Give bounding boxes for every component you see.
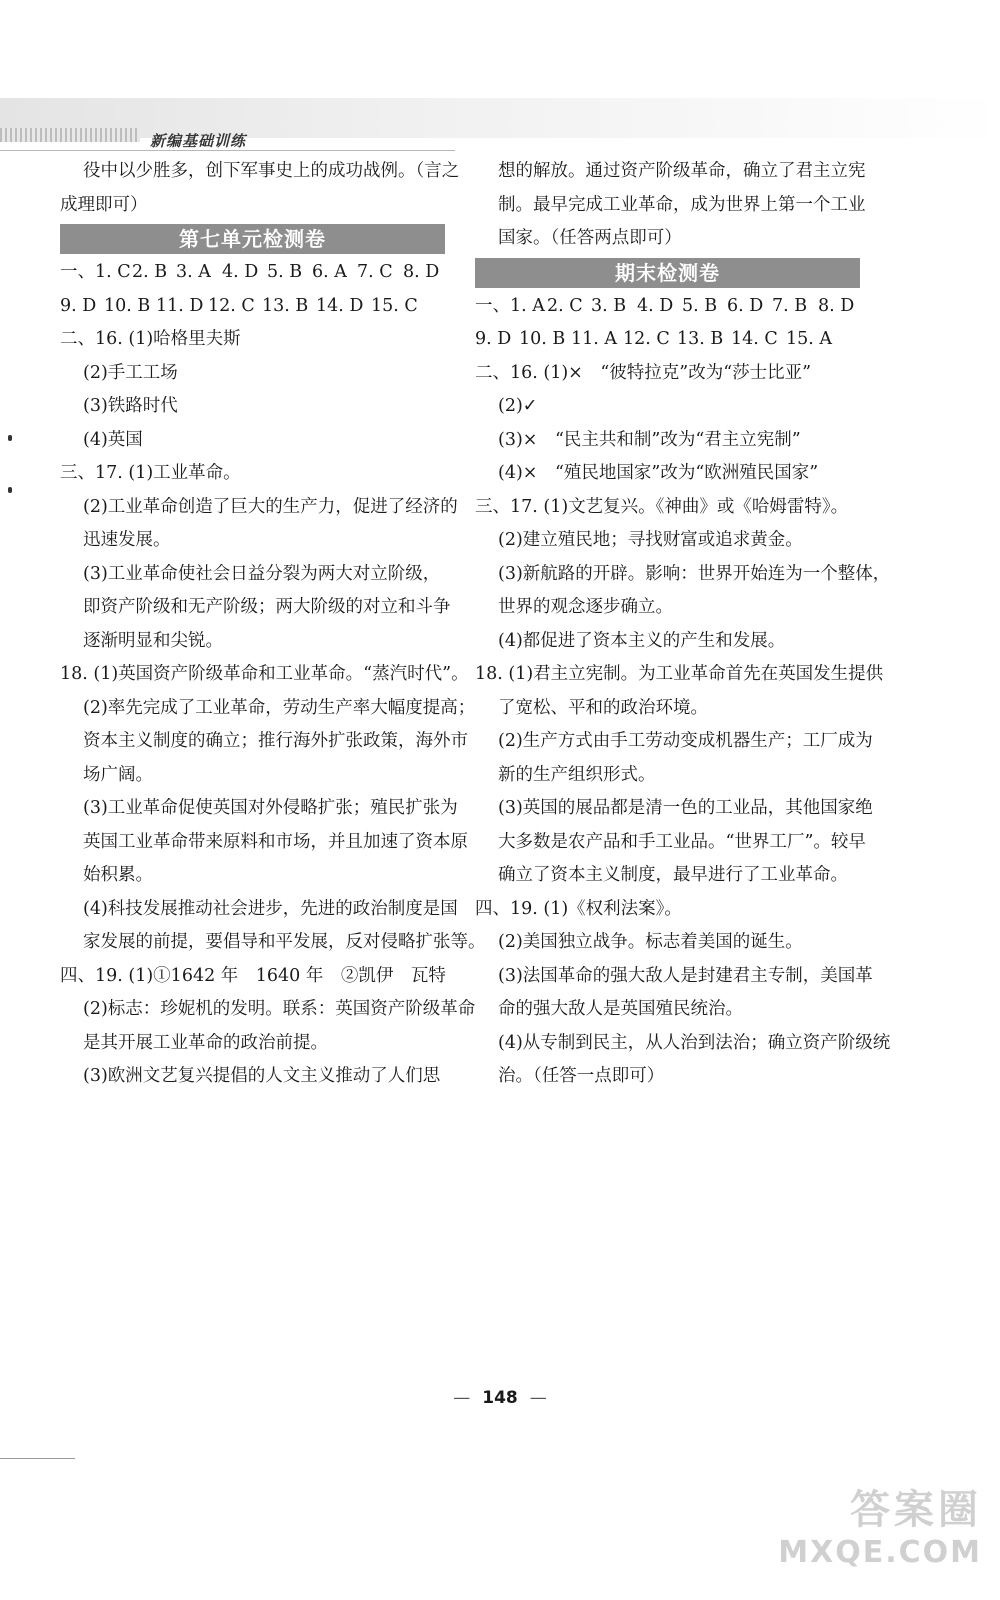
mc-answer: 11. A [571, 329, 618, 349]
section-title-final: 期末检测卷 [475, 258, 860, 288]
mc-answer: 12. C [208, 295, 255, 316]
answer-line: 大多数是农产品和手工业品。“世界工厂”。较早 [498, 831, 866, 852]
mc-answer: 14. C [731, 329, 778, 349]
answer-line: 了宽松、平和的政治环境。 [498, 697, 708, 718]
footer-rule [0, 1458, 75, 1459]
answer-line: (4)英国 [83, 429, 143, 450]
mc-answer: 5. B [267, 262, 303, 282]
answer-line: 二、16. (1)× “彼特拉克”改为“莎士比亚” [475, 362, 812, 383]
page-dash-left: — [453, 1388, 471, 1408]
answer-line: (2)手工工场 [83, 362, 178, 383]
mc-answer: 6. A [312, 262, 347, 282]
answer-line: 治。（任答一点即可） [498, 1066, 665, 1086]
mc-answer: 10. B [519, 329, 566, 349]
answer-line: (3)× “民主共和制”改为“君主立宪制” [498, 429, 801, 450]
mc-answer-row [60, 290, 460, 324]
mc-answer: 2. B [132, 262, 168, 282]
section-title-unit7: 第七单元检测卷 [60, 224, 445, 254]
answer-line: (3)法国革命的强大敌人是封建君主专制，美国革 [498, 965, 873, 986]
answer-line: 即资产阶级和无产阶级；两大阶级的对立和斗争 [83, 597, 451, 617]
answer-line: (4)科技发展推动社会进步，先进的政治制度是国 [83, 898, 458, 919]
mc-answer: 8. D [403, 262, 440, 282]
mc-answer-row [475, 323, 875, 357]
mc-answer: 9. D [60, 295, 97, 316]
mc-answer: 3. A [176, 262, 211, 282]
mc-answer: 3. B [591, 295, 627, 316]
answer-line: 家发展的前提，要倡导和平发展，反对侵略扩张等。 [83, 932, 486, 952]
mc-answer: 15. C [371, 295, 418, 316]
watermark-logo [778, 1478, 982, 1570]
mc-answer: 14. D [316, 295, 364, 316]
text-line: 役中以少胜多，创下军事史上的成功战例。（言之 [83, 161, 460, 181]
mc-answer: 11. D [156, 295, 204, 316]
answer-line: 始积累。 [83, 865, 153, 885]
answer-line: 命的强大敌人是英国殖民统治。 [498, 999, 743, 1019]
answer-line: (2)美国独立战争。标志着美国的诞生。 [498, 932, 803, 952]
watermark-text: 答案圈 [850, 1487, 982, 1533]
answer-line: 三、17. (1)工业革命。 [60, 463, 241, 483]
mc-answer: 5. B [682, 295, 718, 316]
text-line: 想的解放。通过资产阶级革命，确立了君主立宪 [498, 161, 866, 181]
answer-line: (4)都促进了资本主义的产生和发展。 [498, 630, 786, 651]
answer-line: (2)标志：珍妮机的发明。联系：英国资产阶级革命 [83, 999, 476, 1019]
mc-answer-row [475, 290, 875, 324]
right-column [475, 155, 891, 1094]
answer-line: 18. (1)君主立宪制。为工业革命首先在英国发生提供 [475, 664, 884, 684]
mc-answer: 8. D [818, 295, 855, 316]
answer-line: (4)从专制到民主，从人治到法治；确立资产阶级统 [498, 1032, 891, 1053]
mc-answer: 13. B [262, 295, 309, 316]
header-texture [0, 128, 140, 142]
text-line: 成理即可） [60, 194, 148, 215]
book-title: 新编基础训练 [150, 132, 247, 150]
answer-line: 场广阔。 [83, 764, 153, 785]
answer-line: (3)英国的展品都是清一色的工业品，其他国家绝 [498, 798, 873, 818]
mc-answer: 2. C [547, 295, 583, 316]
answer-line: 是其开展工业革命的政治前提。 [83, 1032, 328, 1053]
mc-answer: 10. B [104, 295, 151, 316]
answer-line: 四、19. (1)《权利法案》。 [475, 898, 682, 919]
mc-answer: 4. D [637, 295, 674, 316]
answer-line: 资本主义制度的确立；推行海外扩张政策，海外市 [83, 731, 468, 751]
answer-line: (3)新航路的开辟。影响：世界开始连为一个整体， [498, 563, 891, 584]
watermark-url: MXQE.COM [778, 1535, 982, 1570]
text-line: 国家。（任答两点即可） [498, 228, 682, 248]
answer-line: 18. (1)英国资产阶级革命和工业革命。“蒸汽时代”。 [60, 664, 469, 684]
answer-line: (2)✓ [498, 396, 538, 416]
answer-line: (4)× “殖民地国家”改为“欧洲殖民国家” [498, 463, 819, 483]
answer-line: (2)率先完成了工业革命，劳动生产率大幅度提高； [83, 697, 476, 718]
page-number: 148 [482, 1388, 518, 1408]
answer-line: (3)工业革命使社会日益分裂为两大对立阶级， [83, 563, 441, 584]
mc-answer: 4. D [222, 262, 259, 282]
text-line: 制。最早完成工业革命，成为世界上第一个工业 [498, 194, 866, 215]
answer-line: 三、17. (1)文艺复兴。《神曲》或《哈姆雷特》。 [475, 496, 849, 517]
mc-answer: 12. C [623, 329, 670, 349]
answer-line: (3)欧洲文艺复兴提倡的人文主义推动了人们思 [83, 1066, 441, 1086]
answer-line: 迅速发展。 [83, 530, 171, 550]
answer-line: (3)工业革命促使英国对外侵略扩张；殖民扩张为 [83, 798, 458, 818]
mc-answer-row [60, 256, 460, 290]
answer-line: 新的生产组织形式。 [498, 764, 656, 785]
mc-answer: 9. D [475, 329, 512, 349]
header-rule [0, 150, 455, 151]
answer-line: 四、19. (1)①1642 年 1640 年 ②凯伊 瓦特 [60, 965, 446, 986]
mc-answer: 7. B [772, 295, 808, 316]
page-number-block [0, 1388, 1000, 1408]
answer-line: 二、16. (1)哈格里夫斯 [60, 329, 241, 349]
answer-line: 确立了资本主义制度，最早进行了工业革命。 [498, 865, 848, 885]
left-column [60, 155, 486, 1094]
mc-answer: 一、1. A [475, 295, 545, 316]
answer-line: (3)铁路时代 [83, 396, 178, 416]
answer-line: 逐渐明显和尖锐。 [83, 630, 223, 651]
answer-line: 英国工业革命带来原料和市场，并且加速了资本原 [83, 831, 468, 852]
scan-mark [8, 487, 12, 493]
mc-answer: 6. D [727, 295, 764, 316]
mc-answer: 15. A [786, 329, 833, 349]
answer-line: (2)生产方式由手工劳动变成机器生产；工厂成为 [498, 731, 873, 751]
mc-answer: 7. C [357, 262, 393, 282]
page-dash-right: — [529, 1388, 547, 1408]
answer-line: 世界的观念逐步确立。 [498, 597, 673, 617]
answer-line: (2)工业革命创造了巨大的生产力，促进了经济的 [83, 496, 458, 517]
mc-answer: 一、1. C [60, 262, 131, 282]
mc-answer: 13. B [677, 329, 724, 349]
answer-line: (2)建立殖民地；寻找财富或追求黄金。 [498, 530, 803, 550]
scan-mark [8, 435, 12, 441]
